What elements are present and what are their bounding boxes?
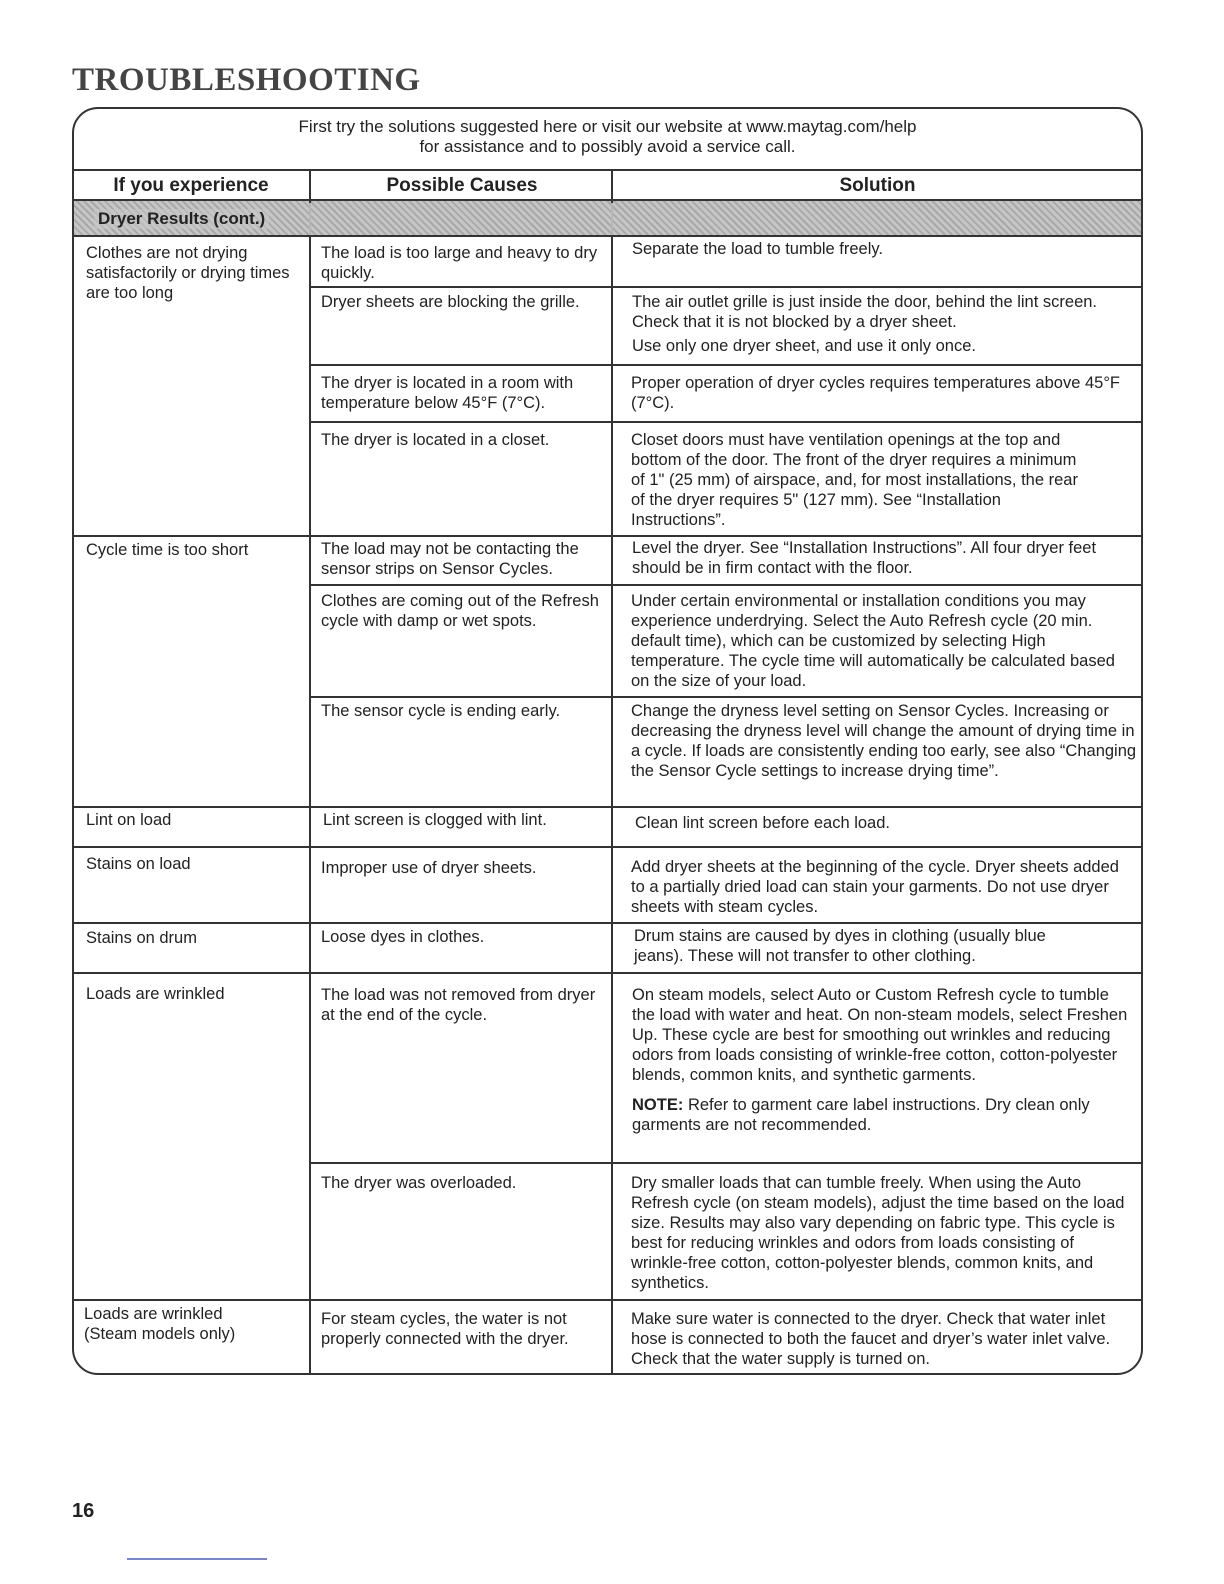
cause-cell: Lint screen is clogged with lint. (323, 811, 547, 829)
row-separator (72, 972, 1143, 974)
solution-text: Dry smaller loads that can tumble freely. When using the Auto Refresh cycle (on steam models), adjust the time based on the load size. Results may also vary depending on fabric type. This cycle is best for reducing wrinkles and odors from loads consisting of wrinkle-free cotton, cotton-polyester blends, common knits, and synthetics. (631, 1174, 1125, 1292)
solution-cell (632, 538, 1122, 578)
footer-rule (127, 1558, 267, 1560)
cause-cell: The dryer is located in a room with temperature below 45°F (7°C). (321, 374, 574, 412)
column-divider-1 (309, 169, 311, 1375)
solution-cell (631, 1309, 1121, 1369)
solution-text: Under certain environmental or installation conditions you may experience underdrying. Select the Auto Refresh cycle (20 min. default time), which can be customized by selecting High temperature. The cycle time will automatically be calculated based on the size of your load. (631, 592, 1115, 690)
cause-separator (309, 1162, 1143, 1164)
problem-cell: Lint on load (86, 811, 172, 829)
cause-cell: The dryer is located in a closet. (321, 431, 550, 449)
solution-cell (635, 813, 1135, 833)
solution-text: Add dryer sheets at the beginning of the cycle. Dryer sheets added to a partially dried load can stain your garments. Do not use dryer sheets with steam cycles. (631, 858, 1119, 916)
solution-cell (631, 591, 1126, 691)
cause-cell: Dryer sheets are blocking the grille. (321, 293, 580, 311)
problem-cell: Loads are wrinkled (86, 985, 225, 1003)
cause-separator (309, 364, 1143, 366)
page-title: TROUBLESHOOTING (72, 62, 421, 98)
cause-cell: Loose dyes in clothes. (321, 928, 485, 946)
solution-text: On steam models, select Auto or Custom Refresh cycle to tumble the load with water and heat. On non-steam models, select Freshen Up. These cycle are best for smoothing out wrinkles and reducing odors from loads consisting of wrinkle-free cotton, cotton-polyester blends, common knits, and synthetic garments. (632, 986, 1128, 1084)
problem-cell: Cycle time is too short (86, 541, 249, 559)
cause-cell: The sensor cycle is ending early. (321, 702, 561, 720)
problem-cell: Clothes are not drying satisfactorily or drying times are too long (86, 244, 290, 302)
cause-separator (309, 696, 1143, 698)
cause-separator (309, 286, 1143, 288)
solution-cell (632, 292, 1141, 356)
solution-cell (631, 430, 1081, 530)
cause-cell: The load was not removed from dryer at the end of the cycle. (321, 986, 596, 1024)
solution-cell (631, 701, 1139, 781)
page-number: 16 (72, 1500, 95, 1522)
intro-line-1: First try the solutions suggested here or visit our website at www.maytag.com/help (298, 117, 917, 136)
row-separator (72, 1299, 1143, 1301)
cause-separator (309, 584, 1143, 586)
intro-text (74, 117, 1141, 157)
row-separator (72, 806, 1143, 808)
note-label: NOTE: (632, 1096, 684, 1114)
note-text: Refer to garment care label instructions. Dry clean only garments are not recommended. (632, 1096, 1090, 1134)
row-separator (72, 535, 1143, 537)
intro-line-2: for assistance and to possibly avoid a service call. (419, 137, 796, 156)
cause-cell: Clothes are coming out of the Refresh cycle with damp or wet spots. (321, 592, 599, 630)
solution-text: The air outlet grille is just inside the door, behind the lint screen. Check that it is not blocked by a dryer sheet. (632, 293, 1098, 331)
section-bar (74, 201, 1141, 237)
solution-text: Separate the load to tumble freely. (632, 240, 884, 258)
problem-cell: Stains on load (86, 855, 191, 873)
cause-separator (309, 421, 1143, 423)
cause-cell: The dryer was overloaded. (321, 1174, 517, 1192)
row-separator (72, 922, 1143, 924)
solution-cell (631, 857, 1121, 917)
divider-mask-2 (611, 203, 613, 235)
solution-text: Change the dryness level setting on Sensor Cycles. Increasing or decreasing the dryness level will change the amount of drying time in a cycle. If loads are consistently ending too early, see also “Changing the Sensor Cycle settings to increase drying time”. (631, 702, 1137, 780)
solution-note (632, 1095, 1132, 1135)
solution-text: Proper operation of dryer cycles requires temperatures above 45°F (7°C). (631, 374, 1121, 412)
solution-cell (631, 373, 1136, 413)
solution-cell (632, 985, 1132, 1135)
solution-text: Drum stains are caused by dyes in clothing (usually blue jeans). These will not transfer to other clothing. (634, 927, 1046, 965)
divider-mask-1 (309, 203, 311, 235)
solution-cell (632, 239, 1137, 259)
header-experience: If you experience (113, 175, 269, 196)
problem-cell (84, 1304, 296, 1344)
header-causes: Possible Causes (386, 175, 538, 196)
solution-text: Level the dryer. See “Installation Instructions”. All four dryer feet should be in firm contact with the floor. (632, 539, 1097, 577)
column-divider-2 (611, 169, 613, 1375)
solution-text: Closet doors must have ventilation openings at the top and bottom of the door. The front of the dryer requires a minimum of 1" (25 mm) of airspace, and, for most installations, the rear of the dryer requires 5" (127 mm). See “Installation Instructions”. (631, 431, 1078, 529)
section-label: Dryer Results (cont.) (94, 209, 269, 229)
solution-cell (634, 926, 1099, 966)
solution-cell (631, 1173, 1131, 1293)
solution-text: Make sure water is connected to the dryer. Check that water inlet hose is connected to both the faucet and dryer’s water inlet valve. Check that the water supply is turned on. (631, 1310, 1111, 1368)
problem-cell: Stains on drum (86, 929, 197, 947)
header-solution: Solution (839, 175, 916, 196)
table-header (72, 169, 1143, 201)
row-separator (72, 846, 1143, 848)
cause-cell: For steam cycles, the water is not properly connected with the dryer. (321, 1310, 569, 1348)
problem-line: Loads are wrinkled (84, 1305, 223, 1323)
solution-text: Use only one dryer sheet, and use it only once. (632, 337, 976, 355)
solution-text: Clean lint screen before each load. (635, 814, 890, 832)
cause-cell: Improper use of dryer sheets. (321, 859, 537, 877)
cause-cell: The load is too large and heavy to dry quickly. (321, 244, 598, 282)
cause-cell: The load may not be contacting the sensor strips on Sensor Cycles. (321, 540, 579, 578)
problem-line: (Steam models only) (84, 1325, 236, 1343)
